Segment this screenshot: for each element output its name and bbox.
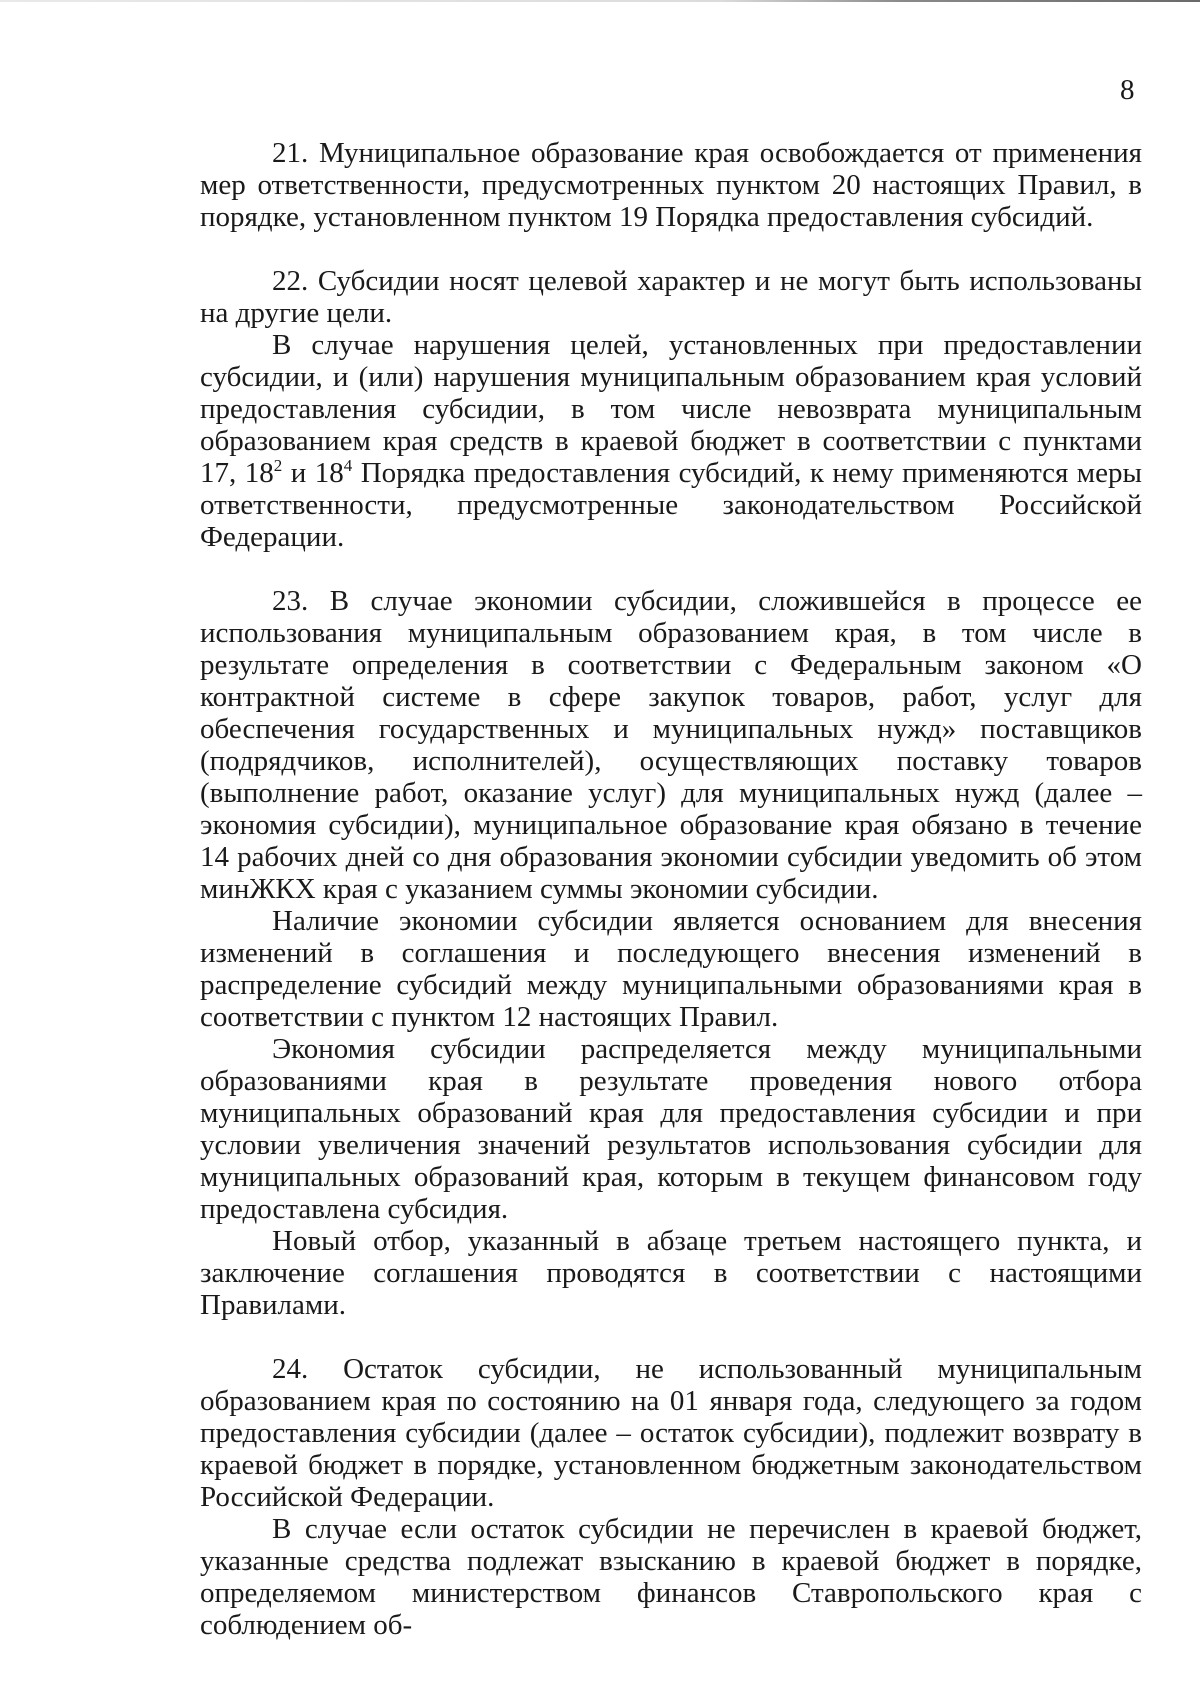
- paragraph-21: 21. Муниципальное образование края освобождается от применения мер ответственности, предусмотренных пунктом 20 настоящих Правил, в порядке, установленном пунктом 19 Порядка предоставления субсидий.: [200, 137, 1142, 233]
- superscript-2: 2: [273, 456, 283, 475]
- paragraph-22: 22. Субсидии носят целевой характер и не могут быть использованы на другие цели.: [200, 265, 1142, 329]
- paragraph-22-violation-tail: Порядка предоставления субсидий, к нему применяются меры ответственности, предусмотренные законодательством Российской Федерации.: [200, 457, 1142, 553]
- paragraph-23: 23. В случае экономии субсидии, сложившейся в процессе ее использования муниципальным образованием края, в том числе в результате определения в соответствии с Федеральным законом «О контрактной системе в сфере закупок товаров, работ, услуг для обеспечения государственных и муниципальных нужд» поставщиков (подрядчиков, исполнителей), осуществляющих поставку товаров (выполнение работ, оказание услуг) для муниципальных нужд (далее – экономия субсидии), муниципальное образование края обязано в течение 14 рабочих дней со дня образования экономии субсидии уведомить об этом минЖКХ края с указанием суммы экономии субсидии.: [200, 585, 1142, 905]
- document-body: [200, 137, 1142, 1641]
- paragraph-22-violation-head: В случае нарушения целей, установленных при предоставлении субсидии, и (или) нарушения муниципальным образованием края условий предоставления субсидии, в том числе невозврата муниципальным образованием края средств в краевой бюджет в соответствии с пунктами 17, 18: [200, 329, 1142, 489]
- paragraph-24: 24. Остаток субсидии, не использованный муниципальным образованием края по состоянию на 01 января года, следующего за годом предоставления субсидии (далее – остаток субсидии), подлежит возврату в краевой бюджет в порядке, установленном бюджетным законодательством Российской Федерации.: [200, 1353, 1142, 1513]
- paragraph-22-violation-middle: и 18: [282, 457, 344, 489]
- scan-edge-line: [0, 0, 1200, 2]
- paragraph-23-savings-basis: Наличие экономии субсидии является основанием для внесения изменений в соглашения и последующего внесения изменений в распределение субсидий между муниципальными образованиями края в соответствии с пунктом 12 настоящих Правил.: [200, 905, 1142, 1033]
- superscript-4: 4: [343, 456, 353, 475]
- paragraph-23-savings-distribution: Экономия субсидии распределяется между муниципальными образованиями края в результате проведения нового отбора муниципальных образований края для предоставления субсидии и при условии увеличения значений результатов использования субсидии для муниципальных образований края, которым в текущем финансовом году предоставлена субсидия.: [200, 1033, 1142, 1225]
- paragraph-22-violation: [200, 329, 1142, 553]
- paragraph-24-recovery: В случае если остаток субсидии не перечислен в краевой бюджет, указанные средства подлежат взысканию в краевой бюджет в порядке, определяемом министерством финансов Ставропольского края с соблюдением об-: [200, 1513, 1142, 1641]
- paragraph-23-new-selection: Новый отбор, указанный в абзаце третьем настоящего пункта, и заключение соглашения проводятся в соответствии с настоящими Правилами.: [200, 1225, 1142, 1321]
- page-number: 8: [1120, 74, 1135, 106]
